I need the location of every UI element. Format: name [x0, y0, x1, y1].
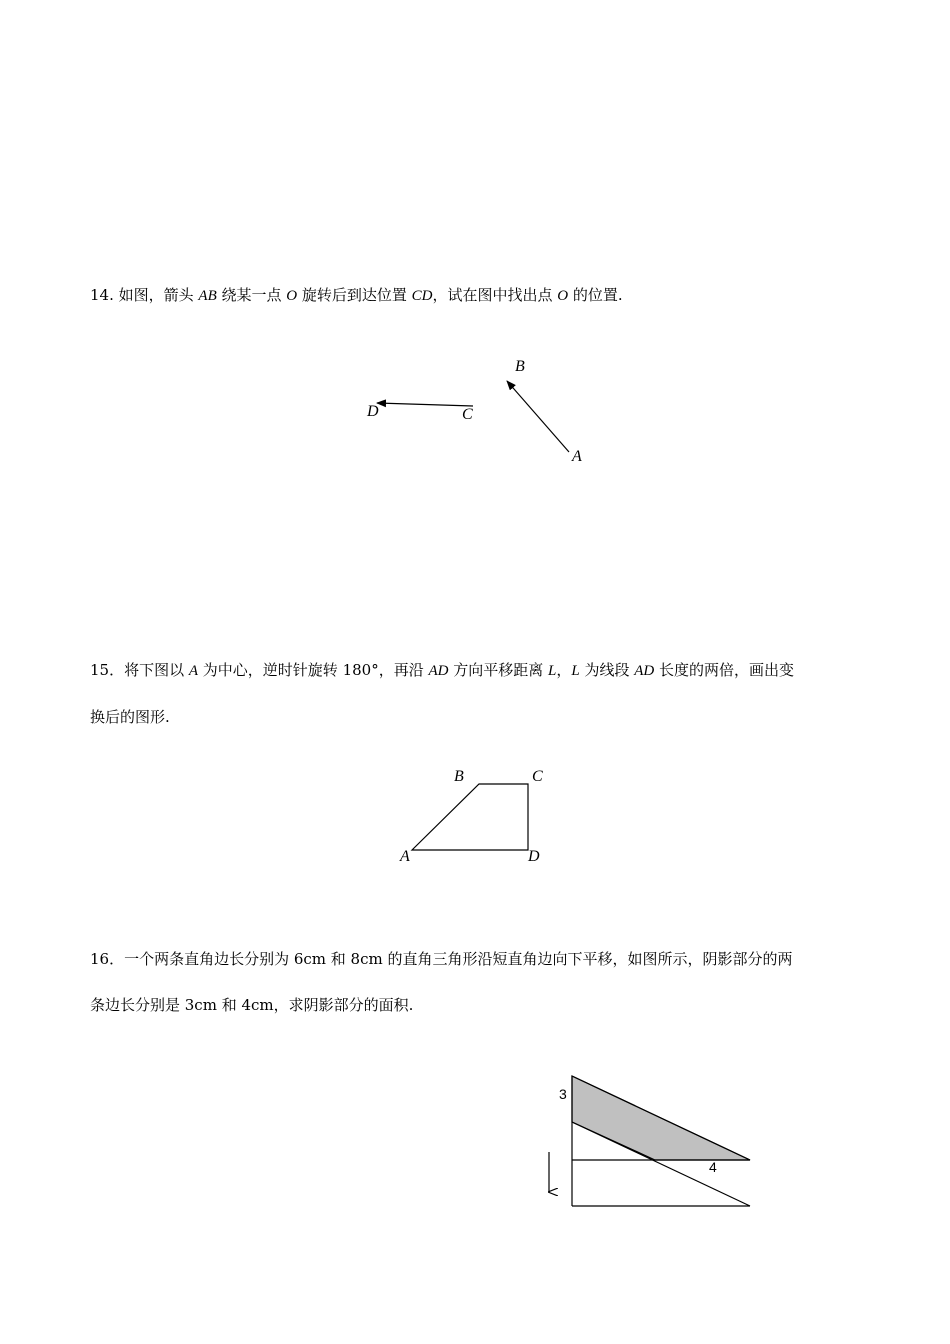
question-14-text: 14. 如图，箭头 AB 绕某一点 O 旋转后到达位置 CD，试在图中找出点 O 的位置.	[90, 286, 623, 304]
label-3: 3	[559, 1086, 567, 1102]
label-c: C	[532, 768, 543, 785]
label-4: 4	[709, 1159, 717, 1175]
label-b: B	[454, 768, 464, 785]
figure-16-triangles	[535, 1062, 765, 1222]
label-a: A	[572, 448, 582, 465]
figure-14-arrows	[355, 345, 615, 475]
question-15-line-2: 换后的图形.	[90, 708, 170, 726]
question-15-line-1: 15．将下图以 A 为中心，逆时针旋转 180°，再沿 AD 方向平移距离 L，L 为线段 AD 长度的两倍，画出变	[90, 661, 795, 679]
label-c: C	[462, 406, 473, 423]
label-b: B	[515, 358, 525, 375]
label-a: A	[400, 848, 410, 865]
question-16-line-1: 16．一个两条直角边长分别为 6cm 和 8cm 的直角三角形沿短直角边向下平移，如图所示，阴影部分的两	[90, 950, 793, 968]
trapezoid-abcd	[412, 784, 528, 850]
arrow-ab	[507, 381, 569, 452]
label-d: D	[528, 848, 540, 865]
question-16-line-2: 条边长分别是 3cm 和 4cm，求阴影部分的面积.	[90, 996, 414, 1014]
question-15-text	[90, 647, 862, 740]
label-d: D	[367, 403, 379, 420]
question-16-text	[90, 936, 862, 1028]
figure-15-trapezoid	[393, 762, 563, 872]
arrow-cd	[377, 403, 473, 406]
